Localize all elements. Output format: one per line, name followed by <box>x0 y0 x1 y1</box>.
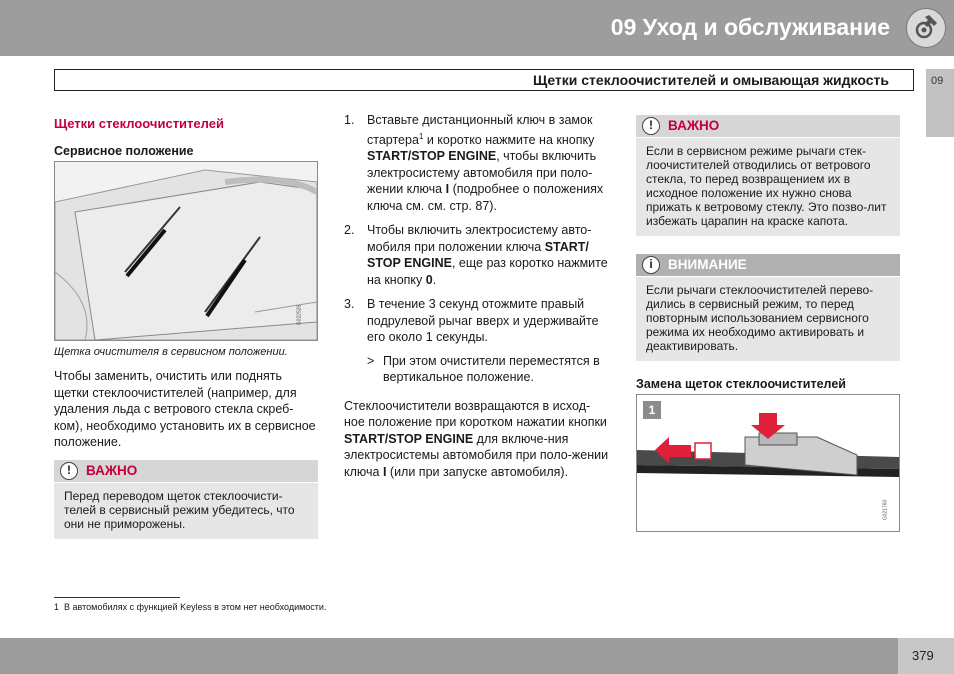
button-name: START/STOP ENGINE <box>344 431 474 446</box>
figure-caption: Щетка очистителя в сервисном положении. <box>54 346 288 358</box>
section-title-box <box>54 69 914 91</box>
footer-band <box>0 638 954 674</box>
windshield-drawing <box>55 162 317 340</box>
para-text: Стеклоочистители возвращаются в исход-ное положение при коротком нажатии кнопки <box>344 398 607 430</box>
blade-replacement-illustration <box>636 394 900 532</box>
step-text: , еще раз коротко нажмите на кнопку <box>367 256 608 287</box>
step-3-result <box>367 353 610 386</box>
notice-attention <box>636 254 900 361</box>
notice-header <box>636 115 900 138</box>
button-name: START/STOP ENGINE <box>367 149 497 164</box>
step-3 <box>344 296 610 386</box>
footnote-mark: 1 <box>54 602 60 612</box>
notice-text: Если рычаги стеклоочистителей перево-дились в сервисный режим, то перед повторным использованием сервисного режима их необходимо активировать и деактивировать. <box>646 283 874 353</box>
step-text: . <box>432 272 437 287</box>
chapter-title: 09 Уход и обслуживание <box>610 14 890 40</box>
wrench-gear-icon <box>906 8 946 48</box>
step-1 <box>344 112 610 214</box>
notice-header <box>636 254 900 277</box>
para-text: (или при запуске автомобиля). <box>386 464 569 479</box>
subheading-service-position: Сервисное положение <box>54 144 194 158</box>
paragraph-intro: Чтобы заменить, очистить или поднять щетки стеклоочистителей (например, для удаления льда с ветрового стекла скреб-ком), необходимо установить их в сервисное положение. <box>54 369 316 449</box>
page-number-box <box>898 638 954 674</box>
exclamation-icon: ! <box>642 117 660 135</box>
key-position: I <box>445 182 450 197</box>
wiper-blade-drawing <box>637 395 899 531</box>
footnote-rule <box>54 597 180 598</box>
button-name: START/ STOP ENGINE <box>367 239 589 271</box>
notice-title: ВНИМАНИЕ <box>668 257 747 272</box>
column-middle <box>344 112 610 489</box>
steps-list <box>344 112 610 386</box>
chapter-side-tab <box>926 69 954 137</box>
notice-text: Перед переводом щеток стеклоочисти-телей в сервисный режим убедитесь, что они не приморожены. <box>64 488 295 531</box>
key-position: 0 <box>425 272 433 287</box>
info-icon: i <box>642 256 660 274</box>
notice-title: ВАЖНО <box>86 462 138 478</box>
result-text: При этом очистители переместятся в вертикальное положение. <box>383 353 600 385</box>
notice-header <box>54 460 318 483</box>
para-text: для включе-ния электросистемы автомобиля при поло-жении ключа <box>344 431 609 479</box>
notice-text: Если в сервисном режиме рычаги стек-лоочистителей отводились от ветрового стекла, то перед возвращением их в исходное положение их нужно снова прижать к ветровому стеклу. Это позво-лит избежать царапин на краске капота. <box>646 144 887 228</box>
step-text: , чтобы включить электросистему автомобиля при поло-жении ключа <box>367 149 597 197</box>
section-title: Щетки стеклоочистителей и омывающая жидкость <box>533 72 889 88</box>
step-text: Чтобы включить электросистему авто-мобиля при положении ключа <box>367 223 592 254</box>
notice-important-right <box>636 115 900 236</box>
step-2 <box>344 222 610 288</box>
column-left <box>54 112 318 539</box>
footnote <box>54 602 326 612</box>
figure-code: G021760 <box>882 499 889 521</box>
footnote-ref: 1 <box>418 131 424 141</box>
step-text: Вставьте дистанционный ключ в замок стартера <box>367 113 593 147</box>
footnote-text: В автомобилях с функцией Keyless в этом нет необходимости. <box>64 602 327 612</box>
notice-title: ВАЖНО <box>668 118 720 133</box>
notice-important-left <box>54 460 318 539</box>
step-number: 2. <box>344 223 355 238</box>
step-number: 3. <box>344 297 355 312</box>
service-position-illustration <box>54 161 318 341</box>
step-number: 1. <box>344 113 355 127</box>
key-position: I <box>382 464 387 479</box>
step-text: (подробнее о положениях ключа см. см. стр. 87). <box>367 182 604 213</box>
figure-step-badge: 1 <box>643 401 661 419</box>
exclamation-icon: ! <box>60 462 78 480</box>
result-arrow: > <box>367 353 375 368</box>
subheading-replace-blades: Замена щеток стеклоочистителей <box>636 377 846 391</box>
column-right <box>636 115 900 532</box>
figure-code: G022526 <box>296 304 303 326</box>
section-heading: Щетки стеклоочистителей <box>54 116 224 131</box>
step-text: В течение 3 секунд отожмите правый подрулевой рычаг вверх и удерживайте его около 1 секунды. <box>367 297 599 345</box>
step-text: и коротко нажмите на кнопку <box>423 132 595 147</box>
page-number: 379 <box>912 648 934 663</box>
paragraph-return <box>344 398 610 481</box>
side-tab-label: 09 <box>931 75 944 87</box>
